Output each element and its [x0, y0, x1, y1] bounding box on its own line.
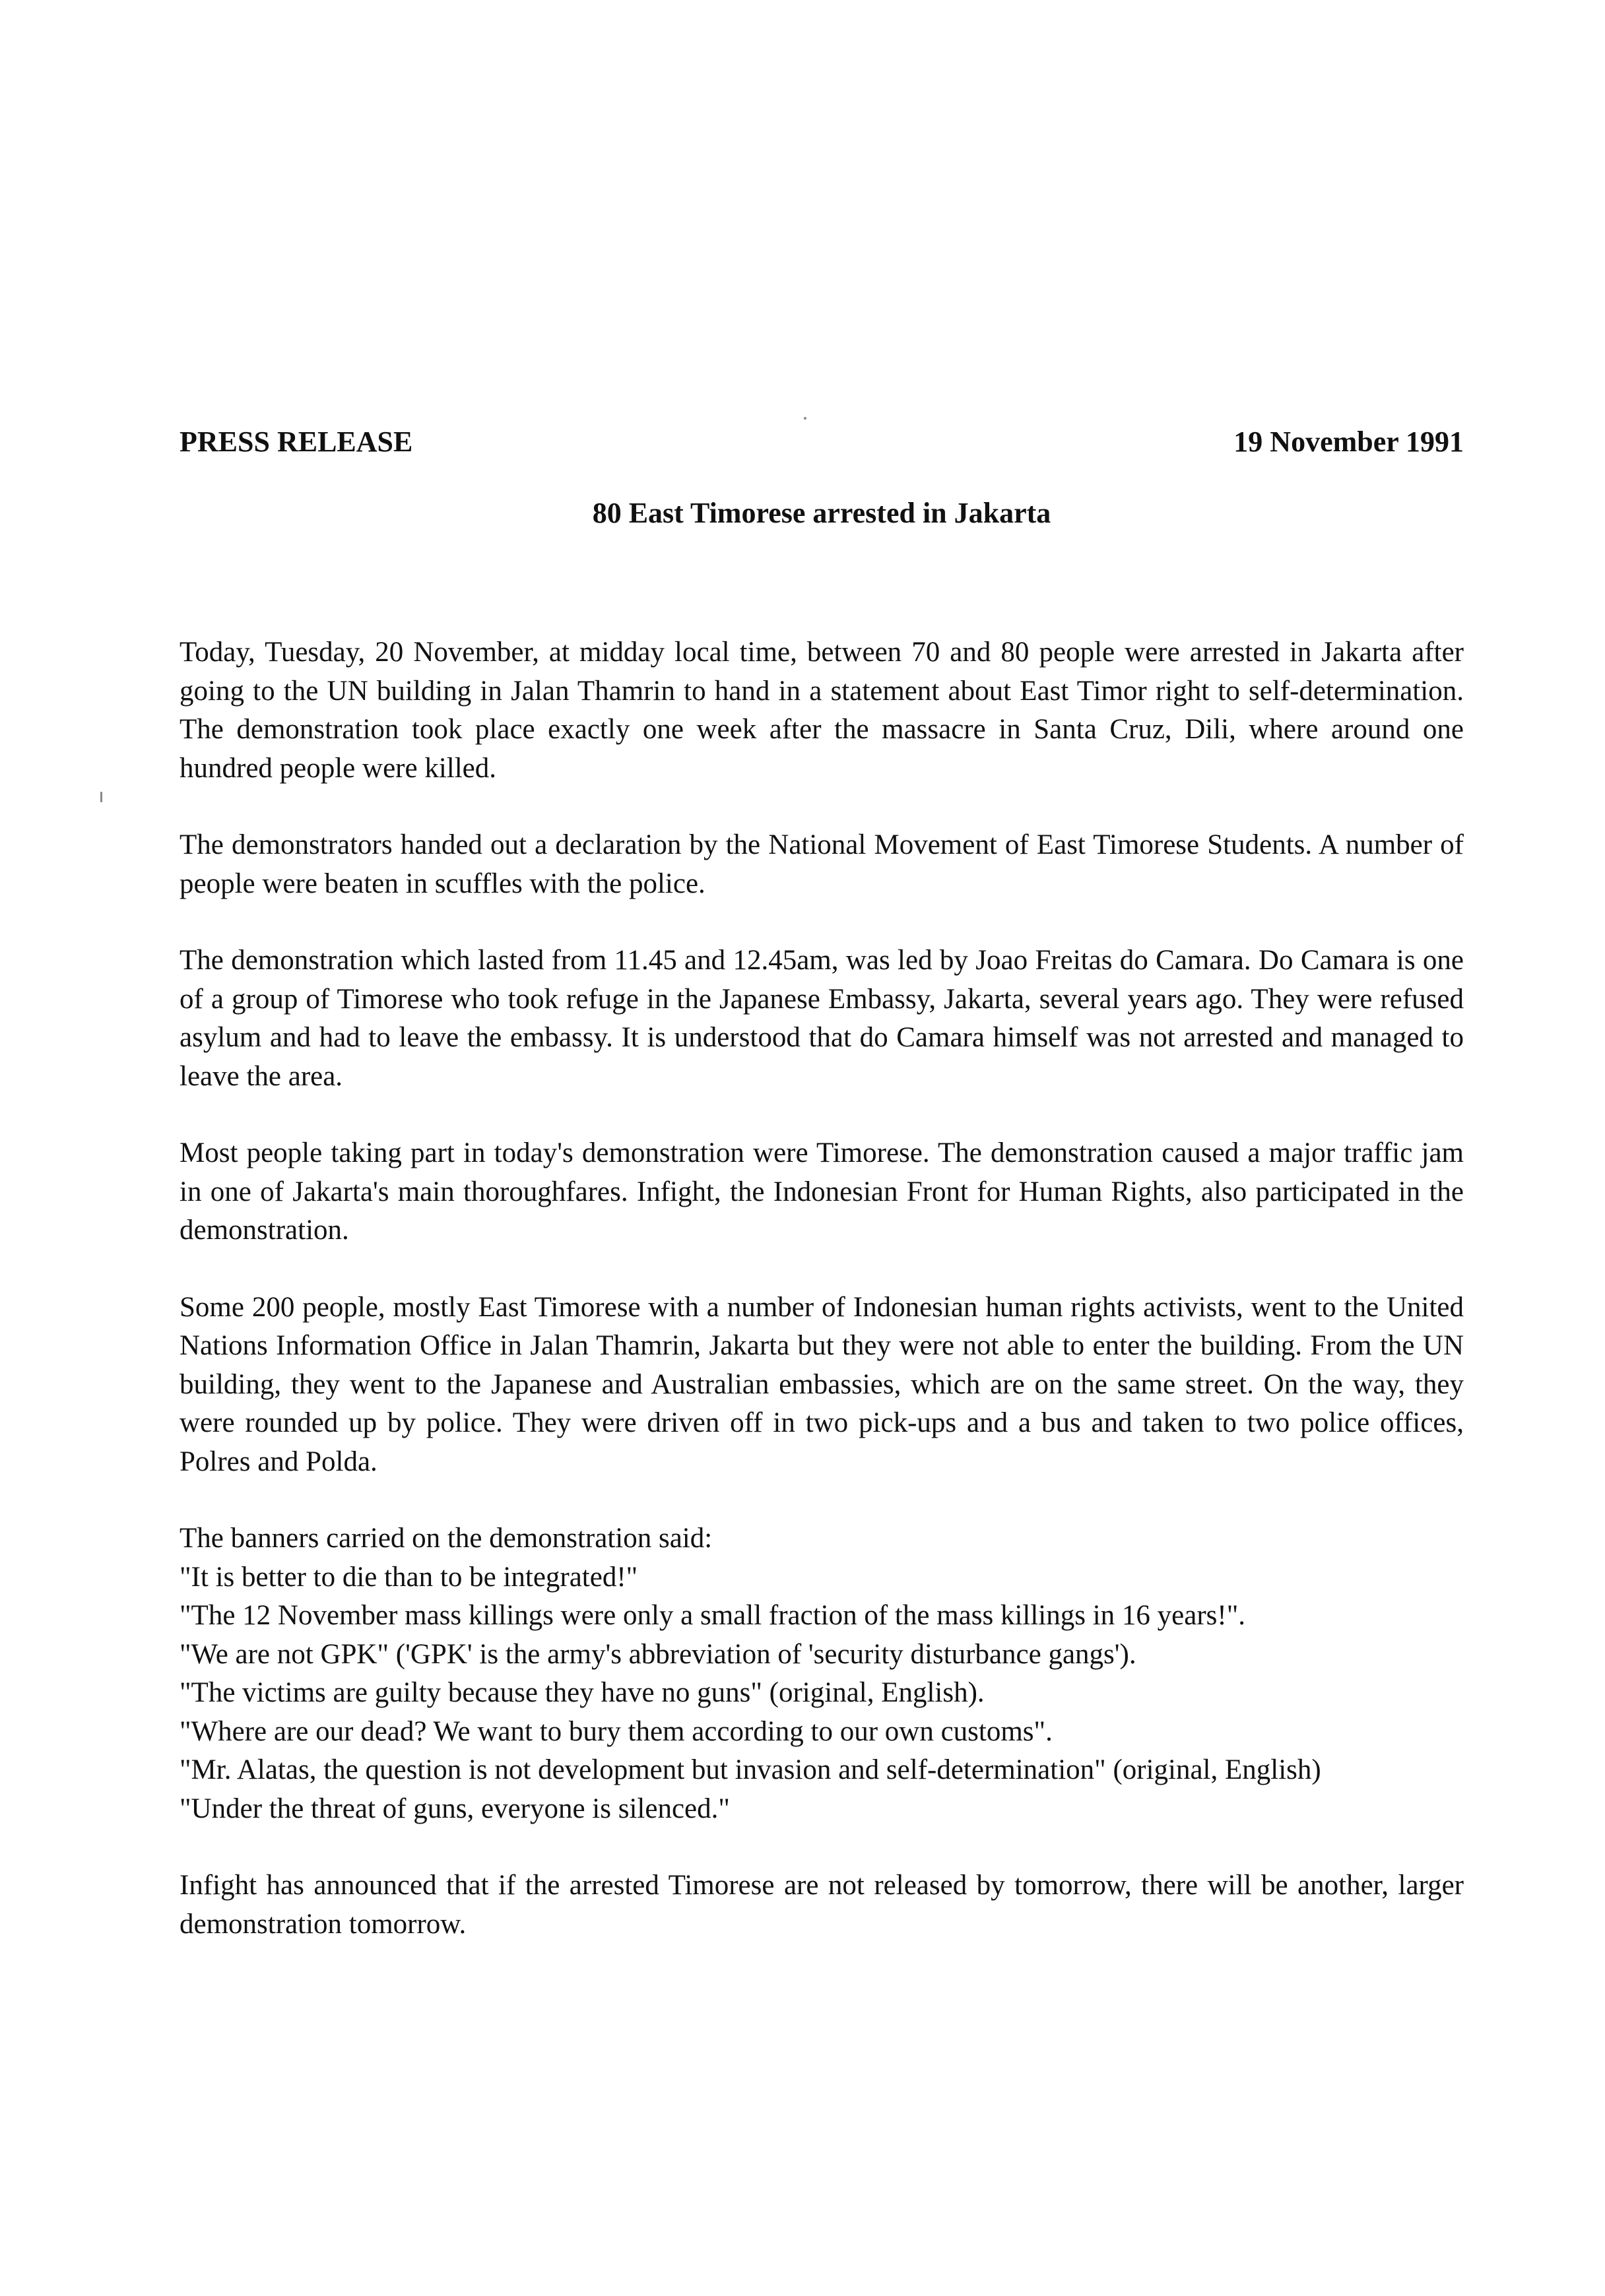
press-release-label: PRESS RELEASE: [180, 426, 413, 458]
document-body: [180, 633, 1464, 1982]
body-paragraph: Some 200 people, mostly East Timorese with a number of Indonesian human rights activists, went to the United Nations Information Office in Jalan Thamrin, Jakarta but they were not able to enter the building. From the UN building, they went to the Japanese and Australian embassies, which are on the same street. On the way, they were rounded up by police. They were driven off in two pick-ups and a bus and taken to two police offices, Polres and Polda.: [180, 1291, 1464, 1477]
banners-intro: The banners carried on the demonstration said:: [180, 1523, 713, 1554]
banner-quote: "The victims are guilty because they have no guns" (original, English).: [180, 1677, 985, 1708]
body-paragraph: Today, Tuesday, 20 November, at midday local time, between 70 and 80 people were arrested in Jakarta after going to the UN building in Jalan Thamrin to hand in a statement about East Timor right to self-determination. The demonstration took place exactly one week after the massacre in Santa Cruz, Dili, where around one hundred people were killed.: [180, 637, 1464, 784]
scan-speck: [804, 417, 806, 420]
banner-quote: "Under the threat of guns, everyone is silenced.": [180, 1793, 730, 1824]
body-paragraph: The demonstrators handed out a declaration by the National Movement of East Timorese Students. A number of people were beaten in scuffles with the police.: [180, 829, 1464, 899]
banner-quote: "It is better to die than to be integrated!": [180, 1561, 638, 1593]
document-title: 80 East Timorese arrested in Jakarta: [592, 497, 1051, 529]
banner-quote: "The 12 November mass killings were only a small fraction of the mass killings in 16 years!".: [180, 1600, 1246, 1631]
scan-mark: [100, 792, 102, 802]
release-date: 19 November 1991: [1233, 426, 1464, 458]
banner-quote: "Where are our dead? We want to bury them according to our own customs".: [180, 1715, 1053, 1747]
banner-quote: "We are not GPK" ('GPK' is the army's abbreviation of 'security disturbance gangs').: [180, 1638, 1136, 1670]
banners-list: [180, 1519, 1464, 1828]
closing-paragraph: Infight has announced that if the arrested Timorese are not released by tomorrow, there will be another, larger demonstration tomorrow.: [180, 1870, 1464, 1940]
banner-quote: "Mr. Alatas, the question is not development but invasion and self-determination" (original, English): [180, 1754, 1321, 1785]
body-paragraph: The demonstration which lasted from 11.45 and 12.45am, was led by Joao Freitas do Camara. Do Camara is one of a group of Timorese who took refuge in the Japanese Embassy, Jakarta, several years ago. They were refused asylum and had to leave the embassy. It is understood that do Camara himself was not arrested and managed to leave the area.: [180, 945, 1464, 1092]
press-release-header: [180, 422, 1464, 462]
body-paragraph: Most people taking part in today's demonstration were Timorese. The demonstration caused a major traffic jam in one of Jakarta's main thoroughfares. Infight, the Indonesian Front for Human Rights, also participated in the demonstration.: [180, 1137, 1464, 1246]
